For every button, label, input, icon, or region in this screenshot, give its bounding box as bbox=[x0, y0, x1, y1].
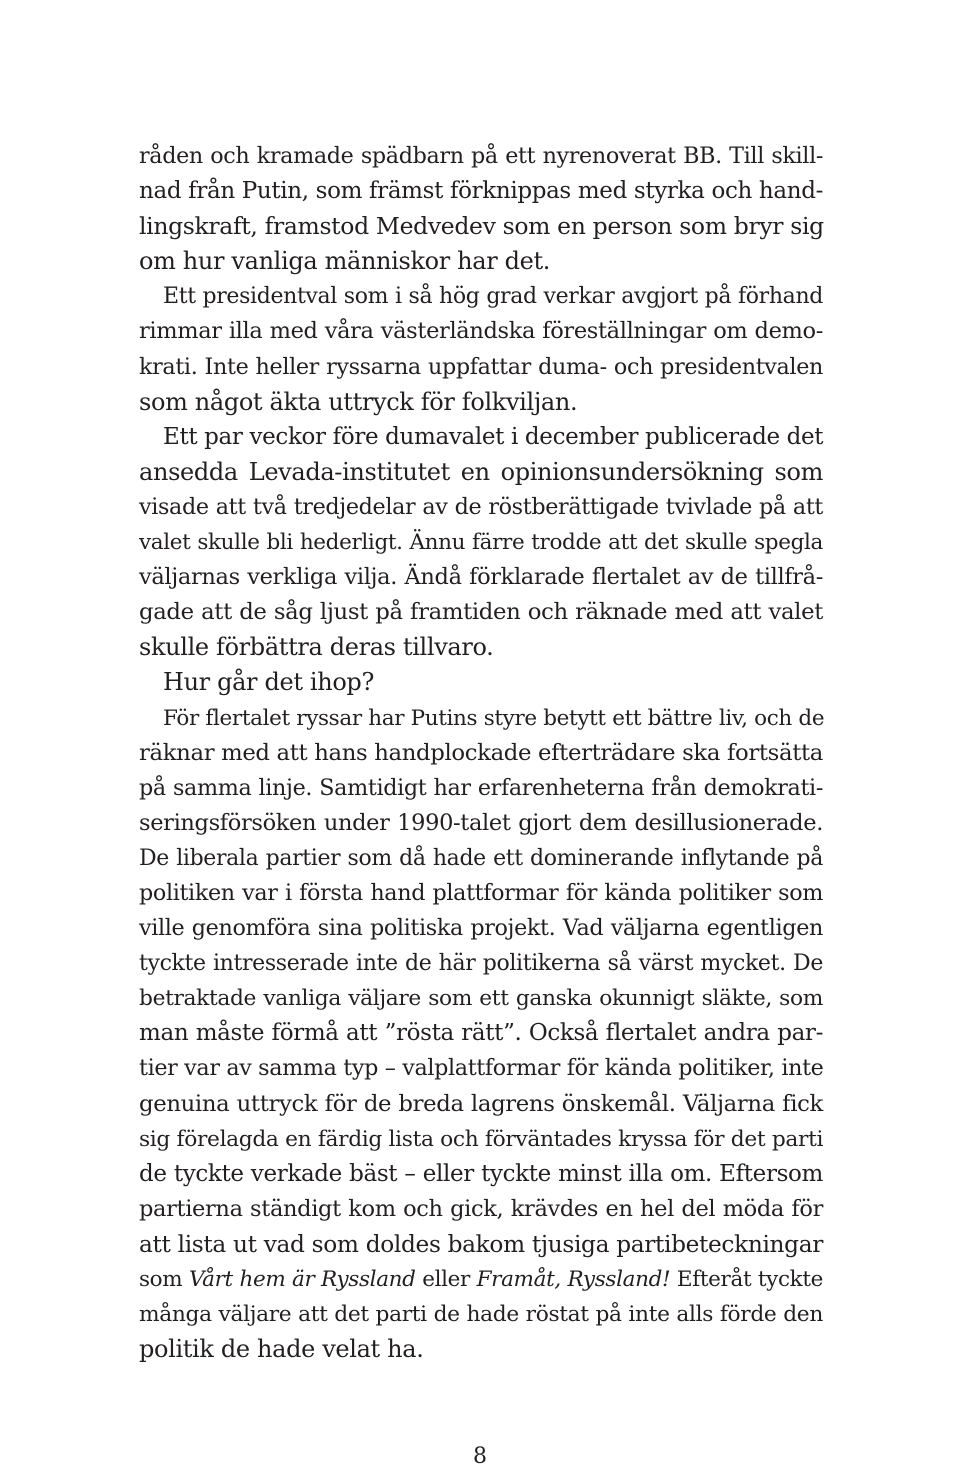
text-line: nad från Putin, som främst förknippas med styrka och hand- bbox=[139, 178, 823, 205]
text-line: tyckte intresserade inte de här politikerna så värst mycket. De bbox=[139, 951, 823, 977]
text-line: gade att de såg ljust på framtiden och räknade med att valet bbox=[139, 599, 823, 626]
text-line: råden och kramade spädbarn på ett nyrenoverat BB. Till skill- bbox=[139, 143, 823, 169]
text-line: krati. Inte heller ryssarna uppfattar duma- och presidentvalen bbox=[139, 353, 823, 380]
text-line: De liberala partier som då hade ett dominerande inflytande på bbox=[139, 845, 823, 871]
text-line: de tyckte verkade bäst – eller tyckte minst illa om. Eftersom bbox=[139, 1160, 823, 1187]
text-line: räknar med att hans handplockade efterträdare ska fortsätta bbox=[139, 739, 824, 766]
text-line: politiken var i första hand plattformar för kända politiker som bbox=[139, 879, 823, 906]
text-line: på samma linje. Samtidigt har erfarenheterna från demokrati- bbox=[139, 774, 823, 801]
text-line: som något äkta uttryck för folkviljan. bbox=[139, 387, 578, 416]
text-line: att lista ut vad som doldes bakom tjusiga partibeteckningar bbox=[139, 1230, 823, 1258]
text-column bbox=[139, 139, 823, 1367]
text-line: visade att två tredjedelar av de röstberättigade tvivlade på att bbox=[139, 493, 823, 520]
text-line: Hur går det ihop? bbox=[163, 668, 374, 697]
text-line: lingskraft, framstod Medvedev som en person som bryr sig bbox=[139, 212, 824, 241]
text-line: rimmar illa med våra västerländska föreställningar om demo- bbox=[139, 318, 823, 345]
text-line: partierna ständigt kom och gick, krävdes en hel del möda för bbox=[139, 1195, 823, 1222]
text-line: betraktade vanliga väljare som ett ganska okunnigt släkte, som bbox=[139, 986, 823, 1012]
text-line: valet skulle bli hederligt. Ännu färre trodde att det skulle spegla bbox=[139, 530, 823, 556]
text-line: politik de hade velat ha. bbox=[139, 1335, 424, 1364]
text-line: ville genomföra sina politiska projekt. Vad väljarna egentligen bbox=[139, 915, 823, 942]
party-name-italic: Framåt, Ryssland! bbox=[476, 1267, 671, 1292]
text-line: tier var av samma typ – valplattformar för kända politiker, inte bbox=[139, 1055, 824, 1082]
party-name-italic: Vårt hem är Ryssland bbox=[188, 1267, 416, 1292]
text-segment: Efteråt tyckte bbox=[670, 1267, 823, 1292]
text-line: man måste förmå att ”rösta rätt”. Också flertalet andra par- bbox=[139, 1020, 823, 1047]
text-segment: som bbox=[139, 1267, 189, 1292]
text-line: ansedda Levada-institutet en opinionsundersökning som bbox=[139, 457, 823, 486]
text-line: skulle förbättra deras tillvaro. bbox=[139, 633, 494, 662]
text-line: Ett presidentval som i så hög grad verkar avgjort på förhand bbox=[163, 284, 823, 310]
text-line: seringsförsöken under 1990-talet gjort dem desillusionerade. bbox=[139, 809, 823, 836]
page-number: 8 bbox=[473, 1444, 487, 1469]
book-page-body bbox=[139, 139, 823, 1367]
text-line: Ett par veckor före dumavalet i december publicerade det bbox=[163, 423, 824, 450]
text-line: sig förelagda en färdig lista och förväntades kryssa för det parti bbox=[139, 1126, 824, 1152]
text-line: om hur vanliga människor har det. bbox=[139, 247, 551, 276]
text-line: genuina uttryck för de breda lagrens önskemål. Väljarna fick bbox=[139, 1090, 823, 1117]
text-segment: eller bbox=[415, 1267, 477, 1292]
text-line: väljarnas verkliga vilja. Ändå förklarade flertalet av de tillfrå- bbox=[139, 564, 823, 591]
text-line-with-titles bbox=[139, 1262, 823, 1297]
text-line: För flertalet ryssar har Putins styre betytt ett bättre liv, och de bbox=[163, 705, 825, 731]
text-line: många väljare att det parti de hade röstat på inte alls förde den bbox=[139, 1302, 823, 1328]
